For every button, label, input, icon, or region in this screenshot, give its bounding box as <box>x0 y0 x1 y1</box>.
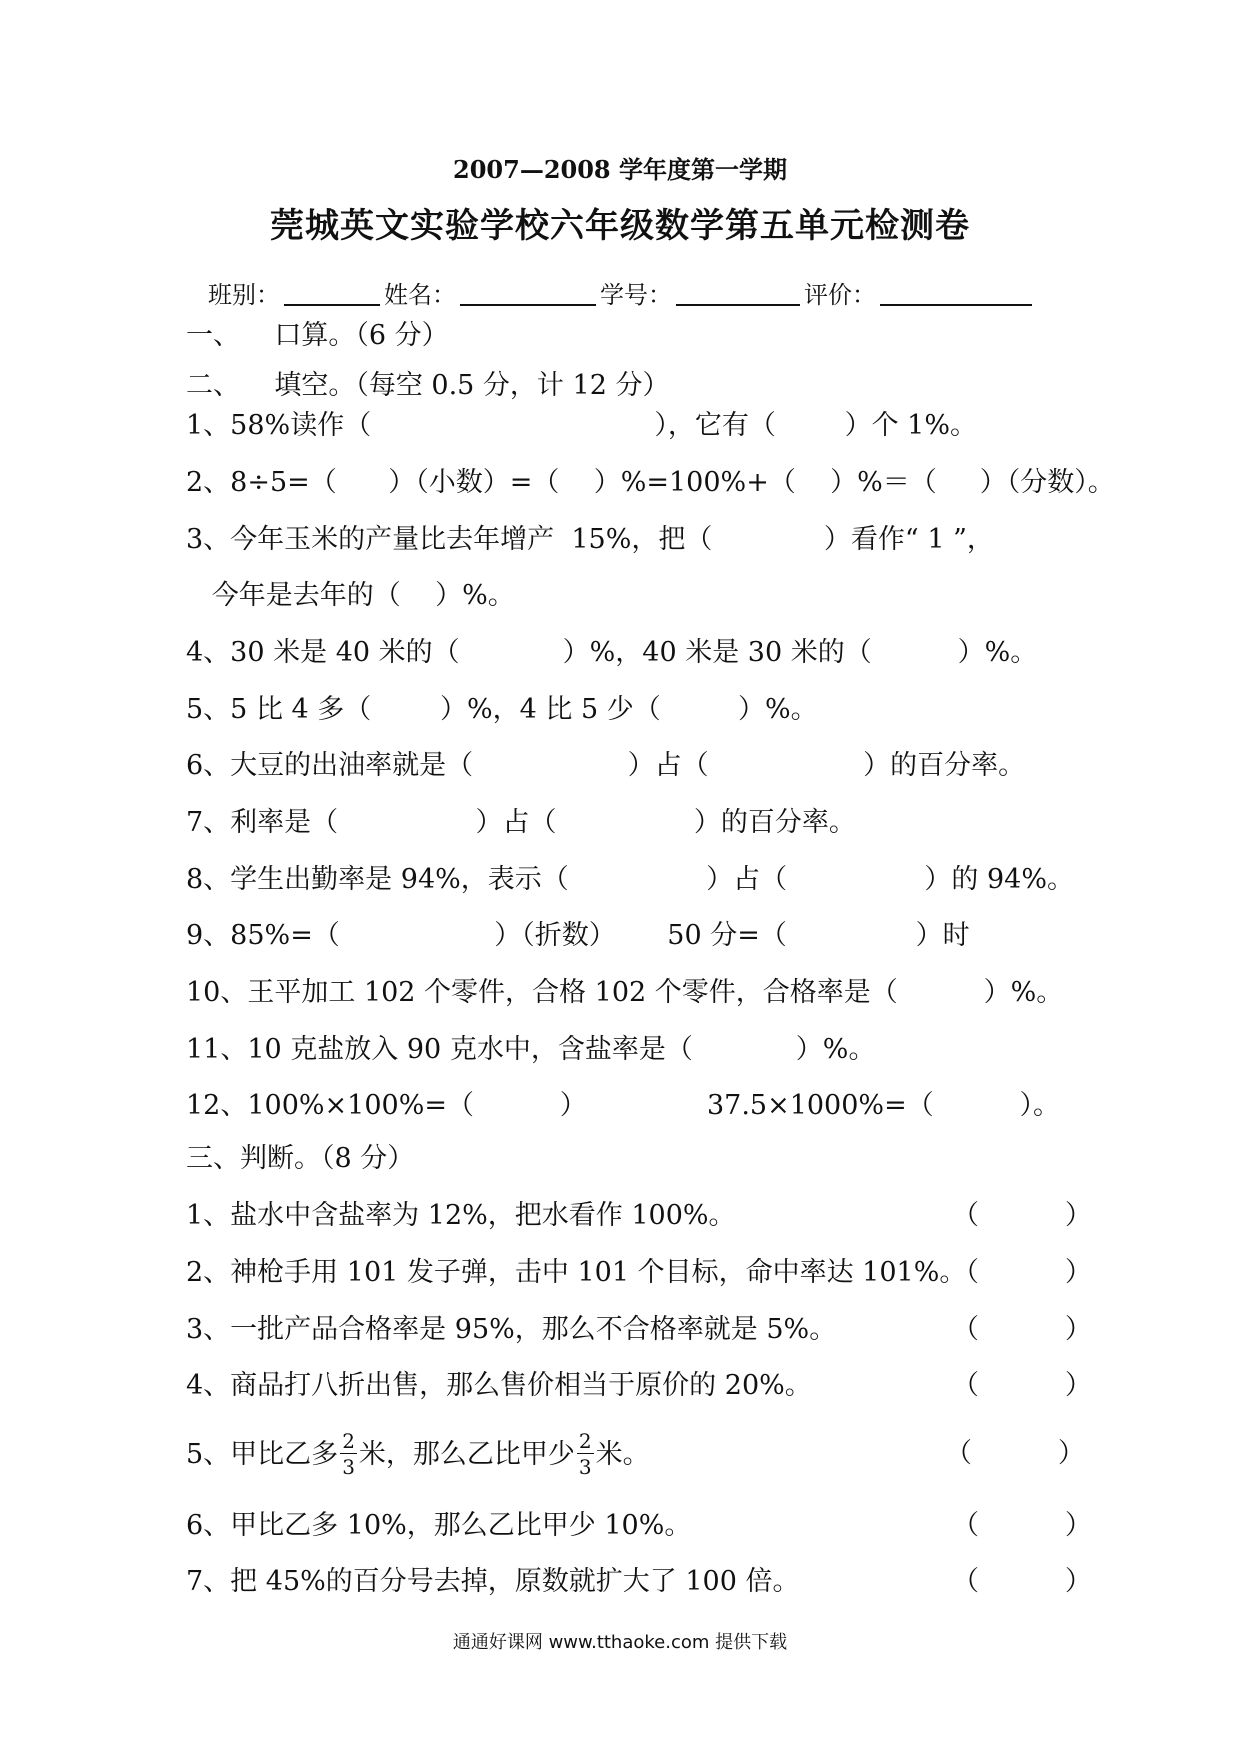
judgment-question-fraction <box>186 1424 650 1484</box>
answer-paren[interactable]: （ ） <box>952 1566 1092 1597</box>
fraction-two-thirds <box>340 1431 357 1477</box>
name-label: 姓名： <box>384 281 456 309</box>
fill-in-question: 10、王平加工 102 个零件，合格 102 个零件，合格率是（ ）%。 <box>186 977 1064 1008</box>
student-info-row <box>208 276 1036 310</box>
fill-in-question: 5、5 比 4 多（ ）%，4 比 5 少（ ）%。 <box>186 694 818 725</box>
footer-source: 通通好课网 www.tthaoke.com 提供下载 <box>452 1632 788 1653</box>
fraction-denominator: 3 <box>342 1455 355 1479</box>
fill-in-question: 今年是去年的（ ）%。 <box>186 580 515 611</box>
name-blank[interactable] <box>460 282 596 306</box>
number-blank[interactable] <box>676 282 800 306</box>
fill-in-question: 11、10 克盐放入 90 克水中，含盐率是（ ）%。 <box>186 1034 876 1065</box>
number-label: 学号： <box>600 281 672 309</box>
exam-title: 莞城英文实验学校六年级数学第五单元检测卷 <box>270 206 970 246</box>
fill-in-question: 8、学生出勤率是 94%，表示（ ）占（ ）的 94%。 <box>186 864 1075 895</box>
class-blank[interactable] <box>284 282 380 306</box>
fraction-denominator: 3 <box>578 1455 592 1479</box>
grade-blank[interactable] <box>880 282 1032 306</box>
fill-in-question: 12、100%×100%=（ ） 37.5×1000%=（ ）。 <box>186 1090 1061 1121</box>
section-3-heading: 三、判断。（8 分） <box>186 1143 415 1174</box>
school-year-subtitle: 2007—2008 学年度第一学期 <box>453 155 787 184</box>
judgment-question: 7、把 45%的百分号去掉，原数就扩大了 100 倍。 <box>186 1566 800 1597</box>
answer-paren[interactable]: （ ） <box>952 1257 1092 1288</box>
judgment-5-middle: 米，那么乙比甲少 <box>358 1438 575 1470</box>
fill-in-question: 4、30 米是 40 米的（ ）%，40 米是 30 米的（ ）%。 <box>186 637 1038 668</box>
answer-paren[interactable]: （ ） <box>952 1314 1092 1345</box>
judgment-question: 6、甲比乙多 10%，那么乙比甲少 10%。 <box>186 1510 692 1541</box>
fill-in-question: 7、利率是（ ）占（ ）的百分率。 <box>186 807 856 838</box>
judgment-question: 1、盐水中含盐率为 12%，把水看作 100%。 <box>186 1200 736 1231</box>
class-label: 班别： <box>208 281 280 309</box>
fill-in-question: 1、58%读作（ ），它有（ ）个 1%。 <box>186 410 977 441</box>
fraction-numerator: 2 <box>578 1429 592 1453</box>
judgment-question: 3、一批产品合格率是 95%，那么不合格率就是 5%。 <box>186 1314 837 1345</box>
fill-in-question: 9、85%=（ ）（折数） 50 分=（ ）时 <box>186 920 970 951</box>
fill-in-question: 2、8÷5=（ ）（小数）=（ ）%=100%+（ ）%＝（ ）（分数）。 <box>186 467 1115 498</box>
fill-in-question: 6、大豆的出油率就是（ ）占（ ）的百分率。 <box>186 750 1026 781</box>
judgment-5-end: 米。 <box>595 1438 650 1470</box>
judgment-question: 2、神枪手用 101 发子弹，击中 101 个目标，命中率达 101%。 <box>186 1257 967 1288</box>
answer-paren[interactable]: （ ） <box>952 1510 1092 1541</box>
answer-paren[interactable]: （ ） <box>952 1370 1092 1401</box>
fraction-numerator: 2 <box>342 1429 355 1453</box>
fraction-two-thirds <box>577 1431 594 1477</box>
judgment-question: 4、商品打八折出售，那么售价相当于原价的 20%。 <box>186 1370 812 1401</box>
section-1-heading: 一、 口算。（6 分） <box>186 320 449 351</box>
answer-paren[interactable]: （ ） <box>952 1200 1092 1231</box>
answer-paren[interactable]: （ ） <box>945 1438 1085 1469</box>
fill-in-question: 3、今年玉米的产量比去年增产 15%，把（ ）看作“ 1 ”， <box>186 524 994 555</box>
judgment-5-start: 5、甲比乙多 <box>186 1438 339 1470</box>
section-2-heading: 二、 填空。（每空 0.5 分，计 12 分） <box>186 370 670 401</box>
grade-label: 评价： <box>804 281 876 309</box>
